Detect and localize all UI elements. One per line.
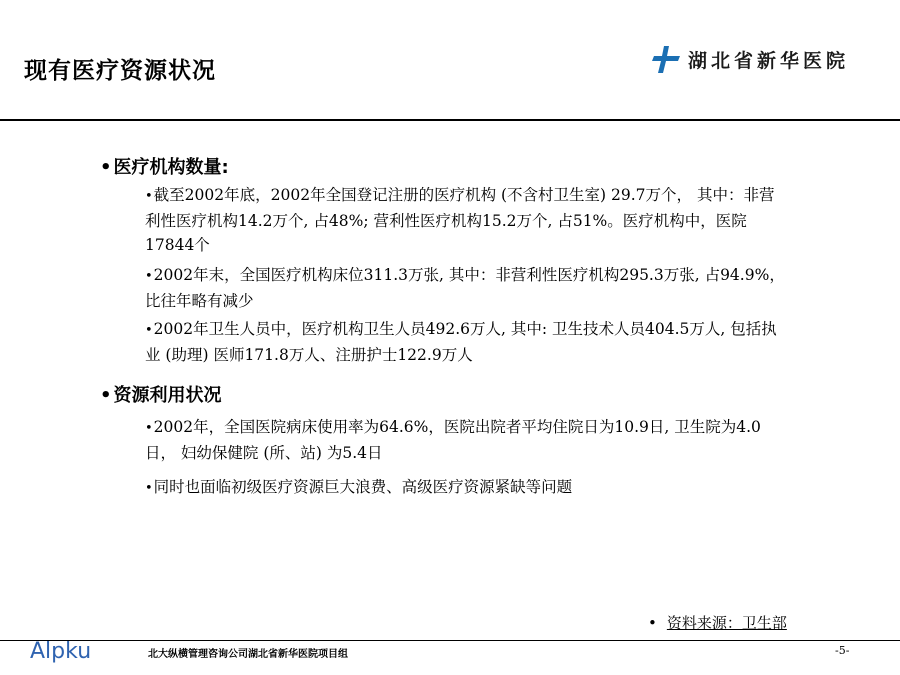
bullet: • [100,157,112,178]
list-item [145,183,785,257]
list-item [145,317,785,367]
page-title: 现有医疗资源状况 [24,58,216,84]
footer-company-text: 北大纵横管理咨询公司湖北省新华医院项目组 [148,649,348,660]
cross-logo-icon [650,44,682,74]
bullet: • [648,614,657,632]
footer-divider [0,640,900,641]
section-heading-utilization [100,381,222,407]
alpku-logo-text: Alpku [30,639,92,664]
section-heading-institutions [100,153,229,179]
section-heading-text: 医疗机构数量: [113,157,229,178]
hospital-logo [650,44,849,74]
header-divider [0,119,900,121]
bullet: • [145,269,153,284]
list-item-text: 2002年末，全国医疗机构床位311.3万张, 其中：非营利性医疗机构295.3万张, 占94.9%，比往年略有减少 [145,266,785,310]
bullet: • [100,385,112,406]
list-item [145,263,785,313]
list-item-text: 截至2002年底，2002年全国登记注册的医疗机构 (不含村卫生室) 29.7万个， 其中：非营利性医疗机构14.2万个, 占48%; 营利性医疗机构15.2万个, 占51%。医疗机构中，医院17844个 [145,186,775,254]
list-item-text: 2002年卫生人员中，医疗机构卫生人员492.6万人, 其中: 卫生技术人员404.5万人, 包括执业 (助理) 医师171.8万人、注册护士122.9万人 [145,320,777,364]
source-note [648,612,787,633]
bullet: • [145,189,153,204]
bullet: • [145,481,153,496]
list-item-text: 同时也面临初级医疗资源巨大浪费、高级医疗资源紧缺等问题 [153,478,573,496]
list-item-text: 2002年，全国医院病床使用率为64.6%，医院出院者平均住院日为10.9日, 卫生院为4.0日， 妇幼保健院 (所、站) 为5.4日 [145,418,761,462]
bullet: • [145,421,153,436]
source-text: 资料来源：卫生部 [666,614,787,632]
alpku-logo [30,639,91,664]
bullet: • [145,323,153,338]
logo-text: 湖北省新华医院 [688,49,850,72]
list-item [145,475,785,501]
page-number: -5- [835,644,850,657]
list-item [145,415,785,465]
section-heading-text: 资源利用状况 [113,385,222,406]
